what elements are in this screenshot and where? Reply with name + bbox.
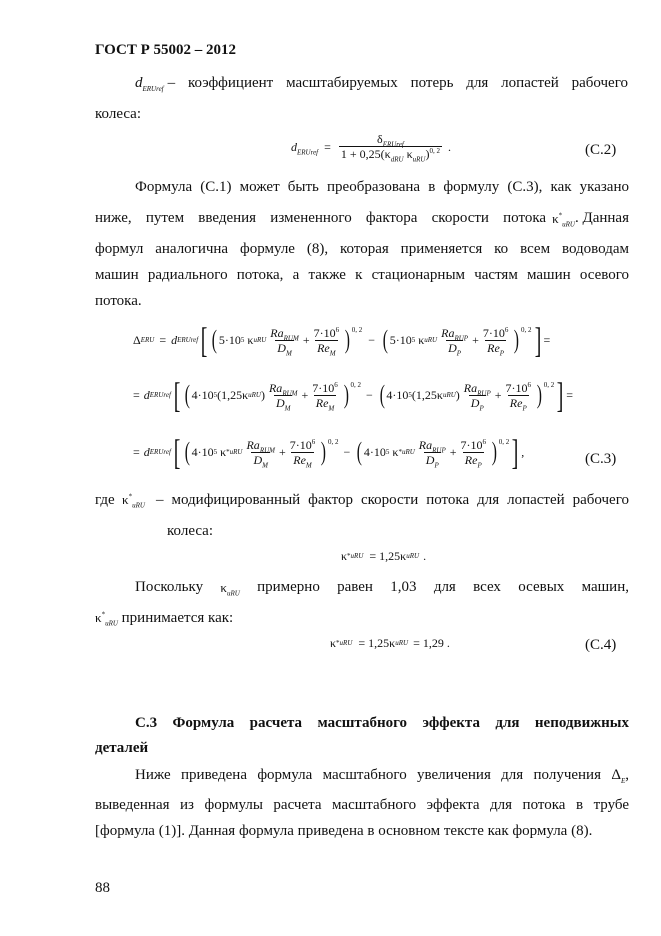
paragraph-1-line-5: потока.: [95, 293, 142, 309]
document-header: ГОСТ Р 55002 – 2012: [95, 42, 237, 58]
equation-number-c3: (С.3): [585, 451, 617, 467]
definition-line-1: [135, 76, 628, 91]
equation-kappa-star: κ * uRU = 1,25κ uRU .: [341, 549, 427, 563]
paragraph-1-line-4: машин радиального потока, а также к стационарным частям машин осевого: [95, 267, 629, 283]
kappa-symbol: $\kappa_{uRU}$: [220, 580, 240, 598]
kappa-star-symbol: $\kappa^*_{uRU}$: [552, 211, 575, 229]
equation-c3-line-1: Δ ERU = d ERUref [ ( 5·10 5 κ uRU $\frac{Ra_{RUM}}{D_M}$ + $\frac{7\cdot 10^6}{Re_M}$ ) $^{0, 2}$ − ( 5·10 5 κ uRU $\frac{Ra_{RUP}}{D_P}$ + $\frac{7\cdot 10^6}{Re_P}$ ) $^{0, 2}$ ] =: [133, 320, 551, 360]
equation-number-c2: (С.2): [585, 142, 617, 158]
definition-text: – коэффициент масштабируемых потерь для лопастей рабочего: [167, 75, 628, 91]
paragraph-2-line-1: Поскольку $\kappa_{uRU}$ примерно равен 1,03 для всех осевых машин,: [135, 579, 629, 598]
equation-c4: κ * uRU = 1,25κ uRU = 1,29 .: [330, 636, 450, 650]
paragraph-3-line-2: выведенная из формулы расчета масштабного эффекта для потока в трубе: [95, 797, 629, 813]
paragraph-1-line-3: формул аналогична формуле (8), которая применяется ко всем водоводам: [95, 241, 629, 257]
where-text-line-2: колеса:: [167, 523, 214, 539]
where-kappa-star: $\kappa^*_{uRU}$: [122, 492, 145, 510]
page-number: 88: [95, 880, 110, 896]
paragraph-2-line-2: $\kappa^*_{uRU}$ принимается как:: [95, 610, 234, 628]
equation-number-c4: (С.4): [585, 637, 617, 653]
paragraph-3-line-3: [формула (1)]. Данная формула приведена в основном тексте как формула (8).: [95, 823, 593, 839]
c2-fraction: $\frac{\delta_{ERUref}}{1 + 0,25(\kappa_{dRU} \kappa_{uRU})^{0, 2}}$: [340, 132, 440, 164]
definition-symbol: $d_{ERUref}$: [135, 75, 164, 93]
paragraph-1-line-1: Формула (С.1) может быть преобразована в формулу (С.3), как указано: [135, 179, 629, 195]
where-lead: где: [95, 492, 115, 508]
section-heading-line-2: деталей: [95, 740, 149, 756]
paragraph-3-line-1: Ниже приведена формула масштабного увеличения для получения Δ $_E$,: [135, 767, 629, 785]
section-heading-line-1: С.3 Формула расчета масштабного эффекта для неподвижных: [135, 715, 629, 731]
equation-c2: $d_{ERUref}$ = $\frac{\delta_{ERUref}}{1 + 0,25(\kappa_{dRU} \kappa_{uRU})^{0, 2}}$ .: [291, 132, 451, 164]
definition-line-2: колеса:: [95, 106, 142, 122]
equation-c3-line-3: = d ERUref [ ( 4·10 5 κ * uRU $\frac{Ra_{RUM}}{D_M}$ + $\frac{7\cdot 10^6}{Re_M}$ ) $^{0, 2}$ − ( 4·10 5 κ * uRU $\frac{Ra_{RUP}}{D_P}$ + $\frac{7\cdot 10^6}{Re_P}$ ) $^{0, 2}$ ] ,: [133, 432, 525, 472]
where-text-line-1: – модифицированный фактор скорости потока для лопастей рабочего: [156, 492, 629, 508]
paragraph-1-line-2: ниже, путем введения измененного фактора скорости потока $\kappa^*_{uRU}$ . Данная: [95, 210, 629, 229]
equation-c3-line-2: = d ERUref [ ( 4·10 5 (1,25κ uRU ) $\frac{Ra_{RUM}}{D_M}$ + $\frac{7\cdot 10^6}{Re_M}$ ) $^{0, 2}$ − ( 4·10 5 (1,25κ uRU ) $\frac{Ra_{RUP}}{D_P}$ + $\frac{7\cdot 10^6}{Re_P}$ ) $^{0, 2}$ ] =: [133, 375, 573, 415]
